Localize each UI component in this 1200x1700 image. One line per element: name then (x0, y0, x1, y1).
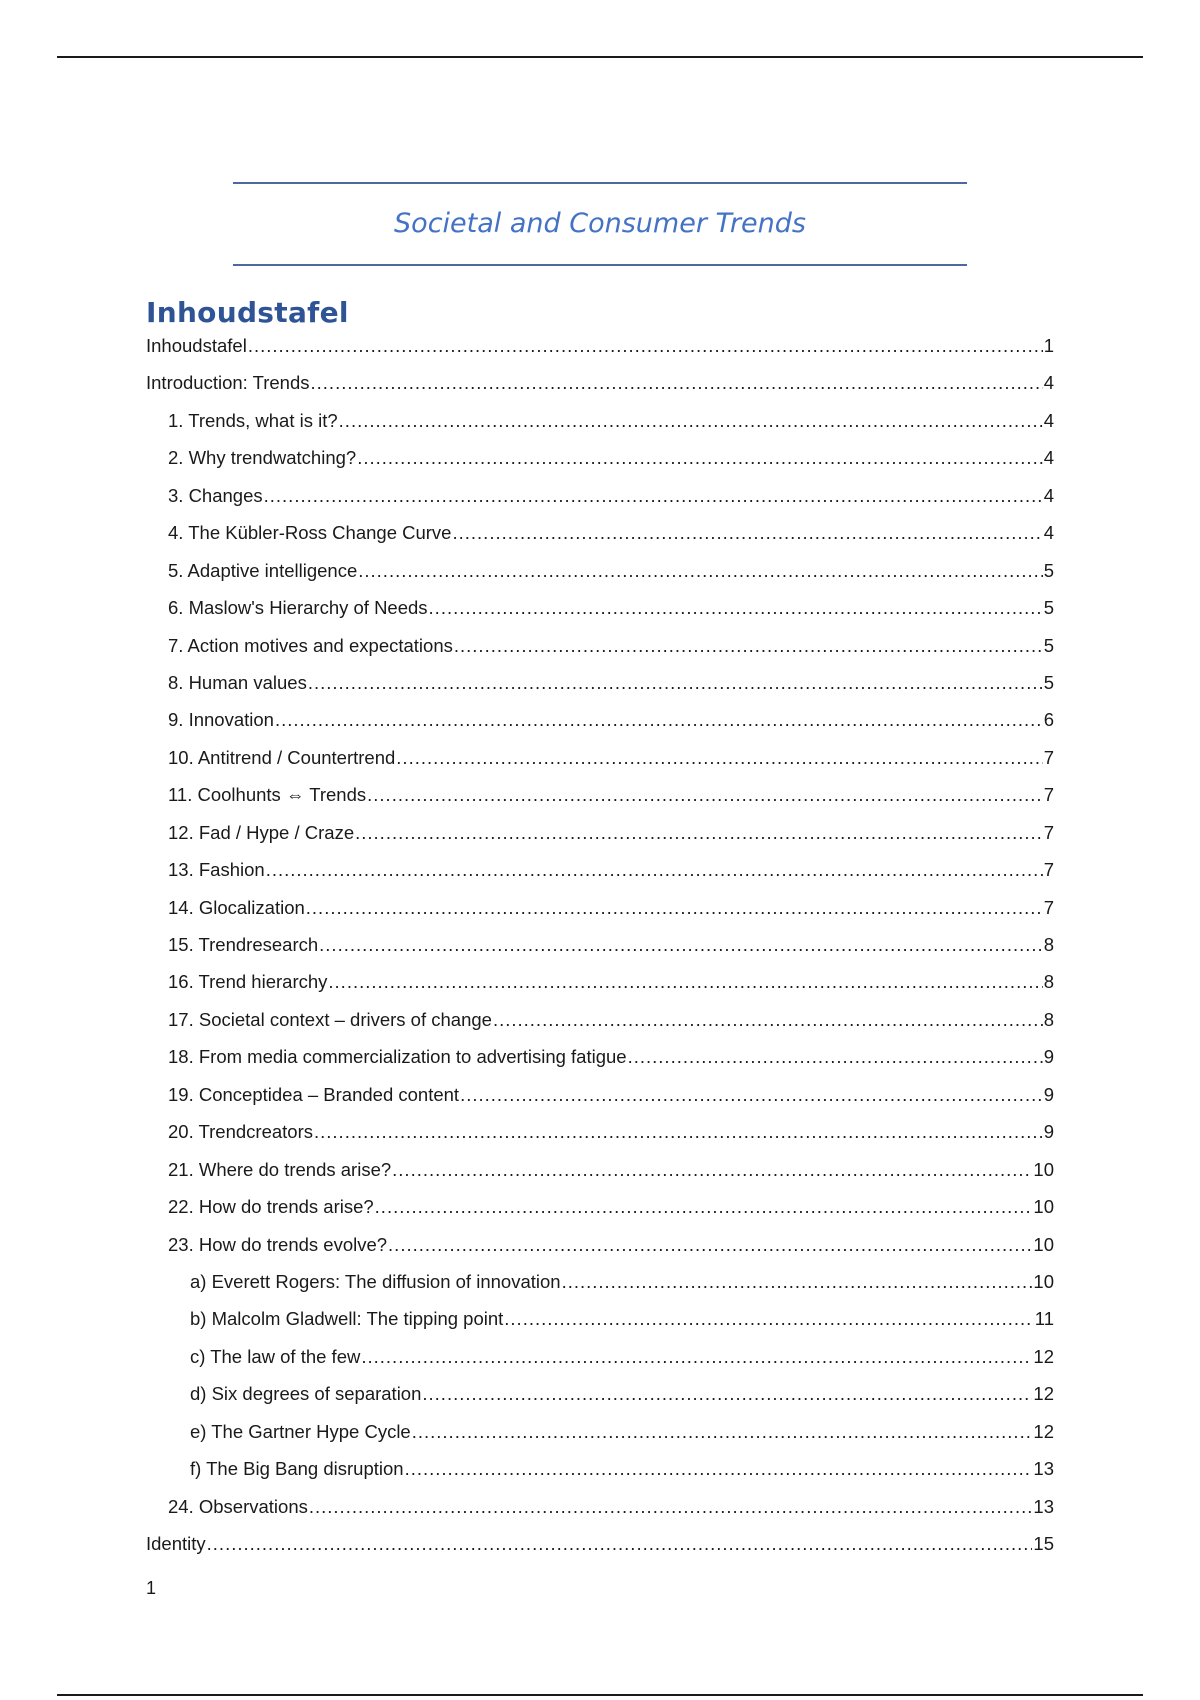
toc-entry[interactable] (146, 1495, 1054, 1532)
toc-entry[interactable] (146, 858, 1054, 895)
toc-entry[interactable] (146, 596, 1054, 633)
toc-entry-page: 9 (1043, 1121, 1054, 1143)
toc-dot-leader (454, 634, 1043, 658)
toc-dot-leader (396, 746, 1042, 770)
toc-entry-page: 12 (1033, 1345, 1054, 1367)
toc-dot-leader (392, 1158, 1032, 1182)
toc-dot-leader (562, 1270, 1033, 1294)
toc-entry-label: Inhoudstafel (146, 335, 247, 356)
toc-entry-label: 20. Trendcreators (168, 1121, 313, 1143)
toc-entry-page: 12 (1033, 1420, 1054, 1442)
toc-dot-leader (504, 1307, 1034, 1331)
toc-entry-page: 10 (1033, 1158, 1054, 1180)
toc-dot-leader (355, 821, 1043, 845)
toc-entry-page: 7 (1043, 896, 1054, 918)
toc-entry[interactable] (146, 671, 1054, 708)
toc-entry-label: 5. Adaptive intelligence (168, 559, 358, 581)
toc-entry-page: 9 (1043, 1046, 1054, 1068)
toc-entry-page: 6 (1043, 709, 1054, 731)
toc-entry-label: Identity (146, 1533, 206, 1554)
toc-entry[interactable] (146, 371, 1054, 408)
toc-entry-label: 18. From media commercialization to advertising fatigue (168, 1046, 627, 1068)
toc-entry-page: 12 (1033, 1383, 1054, 1405)
toc-entry[interactable] (146, 933, 1054, 970)
toc-dot-leader (264, 484, 1043, 508)
toc-entry-page: 11 (1034, 1308, 1054, 1330)
toc-entry[interactable] (146, 1420, 1054, 1457)
toc-entry[interactable] (146, 1345, 1054, 1382)
toc-entry-label: 13. Fashion (168, 859, 265, 881)
toc-dot-leader (357, 446, 1043, 470)
toc-entry[interactable] (146, 896, 1054, 933)
toc-entry-label: 17. Societal context – drivers of change (168, 1008, 492, 1030)
toc-dot-leader (361, 1345, 1032, 1369)
toc-entry[interactable] (146, 708, 1054, 745)
toc-heading: Inhoudstafel (146, 296, 349, 329)
toc-entry-page: 7 (1043, 821, 1054, 843)
toc-dot-leader (319, 933, 1043, 957)
toc-entry-page: 13 (1033, 1458, 1054, 1480)
toc-entry-label: 24. Observations (168, 1495, 308, 1517)
document-title: Societal and Consumer Trends (394, 208, 806, 239)
toc-dot-leader (248, 334, 1043, 358)
toc-entry-page: 10 (1033, 1270, 1054, 1292)
toc-entry-page: 5 (1043, 671, 1054, 693)
toc-entry[interactable] (146, 1083, 1054, 1120)
toc-entry[interactable] (146, 1382, 1054, 1419)
toc-entry-page: 10 (1033, 1196, 1054, 1218)
toc-entry-label: 16. Trend hierarchy (168, 971, 328, 993)
toc-entry-page: 4 (1043, 522, 1054, 544)
toc-entry-label: 23. How do trends evolve? (168, 1233, 388, 1255)
toc-entry-page: 5 (1043, 634, 1054, 656)
toc-entry-page: 5 (1043, 559, 1054, 581)
title-bottom-rule (233, 264, 967, 266)
toc-entry-label: 12. Fad / Hype / Craze (168, 821, 355, 843)
toc-entry-page: 10 (1033, 1233, 1054, 1255)
toc-dot-leader (314, 1120, 1043, 1144)
table-of-contents (146, 334, 1054, 1569)
toc-dot-leader (266, 858, 1043, 882)
toc-entry-page: 7 (1043, 859, 1054, 881)
toc-dot-leader (493, 1008, 1043, 1032)
toc-entry[interactable] (146, 1457, 1054, 1494)
toc-entry-label: 22. How do trends arise? (168, 1196, 374, 1218)
toc-entry[interactable] (146, 1008, 1054, 1045)
toc-dot-leader (207, 1532, 1033, 1556)
toc-dot-leader (309, 1495, 1033, 1519)
toc-entry[interactable] (146, 334, 1054, 371)
toc-entry[interactable] (146, 446, 1054, 483)
toc-entry-page: 9 (1043, 1083, 1054, 1105)
toc-entry-page: 7 (1043, 784, 1054, 806)
toc-entry[interactable] (146, 1158, 1054, 1195)
toc-dot-leader (367, 783, 1043, 807)
toc-entry-page: 8 (1043, 1008, 1054, 1030)
toc-entry[interactable] (146, 821, 1054, 858)
toc-dot-leader (339, 409, 1043, 433)
toc-dot-leader (375, 1195, 1033, 1219)
toc-entry[interactable] (146, 1532, 1054, 1569)
toc-entry-label: f) The Big Bang disruption (190, 1458, 404, 1480)
toc-entry-label: 8. Human values (168, 671, 307, 693)
toc-entry-page: 4 (1043, 409, 1054, 431)
toc-entry-label: 6. Maslow's Hierarchy of Needs (168, 597, 428, 619)
toc-dot-leader (429, 596, 1043, 620)
toc-entry-label: 19. Conceptidea – Branded content (168, 1083, 460, 1105)
toc-entry[interactable] (146, 1233, 1054, 1270)
toc-entry[interactable] (146, 970, 1054, 1007)
toc-entry-label: 14. Glocalization (168, 896, 305, 918)
toc-dot-leader (275, 708, 1043, 732)
toc-entry[interactable] (146, 1195, 1054, 1232)
toc-dot-leader (358, 559, 1042, 583)
toc-entry-label: a) Everett Rogers: The diffusion of innovation (190, 1270, 561, 1292)
toc-entry[interactable] (146, 559, 1054, 596)
toc-entry-page: 15 (1033, 1533, 1054, 1554)
toc-entry[interactable] (146, 409, 1054, 446)
toc-entry-label: c) The law of the few (190, 1345, 361, 1367)
toc-entry-label: d) Six degrees of separation (190, 1383, 422, 1405)
toc-dot-leader (328, 970, 1042, 994)
toc-dot-leader (628, 1045, 1043, 1069)
toc-entry-label: 11. Coolhunts ⇔ Trends (168, 784, 367, 806)
toc-dot-leader (422, 1382, 1032, 1406)
toc-entry-label: b) Malcolm Gladwell: The tipping point (190, 1308, 504, 1330)
toc-dot-leader (405, 1457, 1033, 1481)
toc-dot-leader (388, 1233, 1032, 1257)
toc-dot-leader (306, 896, 1043, 920)
toc-entry[interactable] (146, 1307, 1054, 1344)
toc-entry-page: 4 (1043, 372, 1054, 394)
toc-entry-label: 10. Antitrend / Countertrend (168, 746, 396, 768)
toc-entry[interactable] (146, 1045, 1054, 1082)
toc-entry[interactable] (146, 1270, 1054, 1307)
toc-entry-label: Introduction: Trends (146, 372, 310, 394)
toc-entry-label: 15. Trendresearch (168, 934, 319, 955)
toc-entry[interactable] (146, 634, 1054, 671)
toc-dot-leader (460, 1083, 1043, 1107)
toc-entry-page: 5 (1043, 597, 1054, 619)
toc-entry-label: 9. Innovation (168, 709, 274, 731)
toc-entry-label: 4. The Kübler-Ross Change Curve (168, 522, 452, 544)
page-number: 1 (146, 1578, 157, 1598)
toc-entry[interactable] (146, 783, 1054, 820)
toc-dot-leader (311, 371, 1043, 395)
toc-entry-page: 1 (1043, 335, 1054, 356)
toc-dot-leader (412, 1420, 1033, 1444)
toc-entry-page: 8 (1043, 971, 1054, 993)
toc-entry-page: 13 (1033, 1495, 1054, 1517)
toc-entry[interactable] (146, 484, 1054, 521)
toc-entry-page: 4 (1043, 447, 1054, 469)
toc-entry[interactable] (146, 521, 1054, 558)
toc-entry[interactable] (146, 746, 1054, 783)
toc-entry-label: 1. Trends, what is it? (168, 409, 338, 431)
toc-dot-leader (452, 521, 1042, 545)
toc-entry-page: 8 (1043, 934, 1054, 955)
toc-entry-label: e) The Gartner Hype Cycle (190, 1420, 411, 1442)
toc-entry[interactable] (146, 1120, 1054, 1157)
toc-entry-label: 7. Action motives and expectations (168, 634, 453, 656)
toc-entry-label: 2. Why trendwatching? (168, 447, 357, 469)
toc-dot-leader (308, 671, 1043, 695)
title-block (233, 182, 967, 266)
page-bottom-rule (57, 1694, 1143, 1696)
toc-entry-page: 7 (1043, 746, 1054, 768)
toc-entry-label: 3. Changes (168, 484, 263, 506)
page-top-rule (57, 56, 1143, 58)
toc-entry-label: 21. Where do trends arise? (168, 1158, 392, 1180)
toc-entry-page: 4 (1043, 484, 1054, 506)
